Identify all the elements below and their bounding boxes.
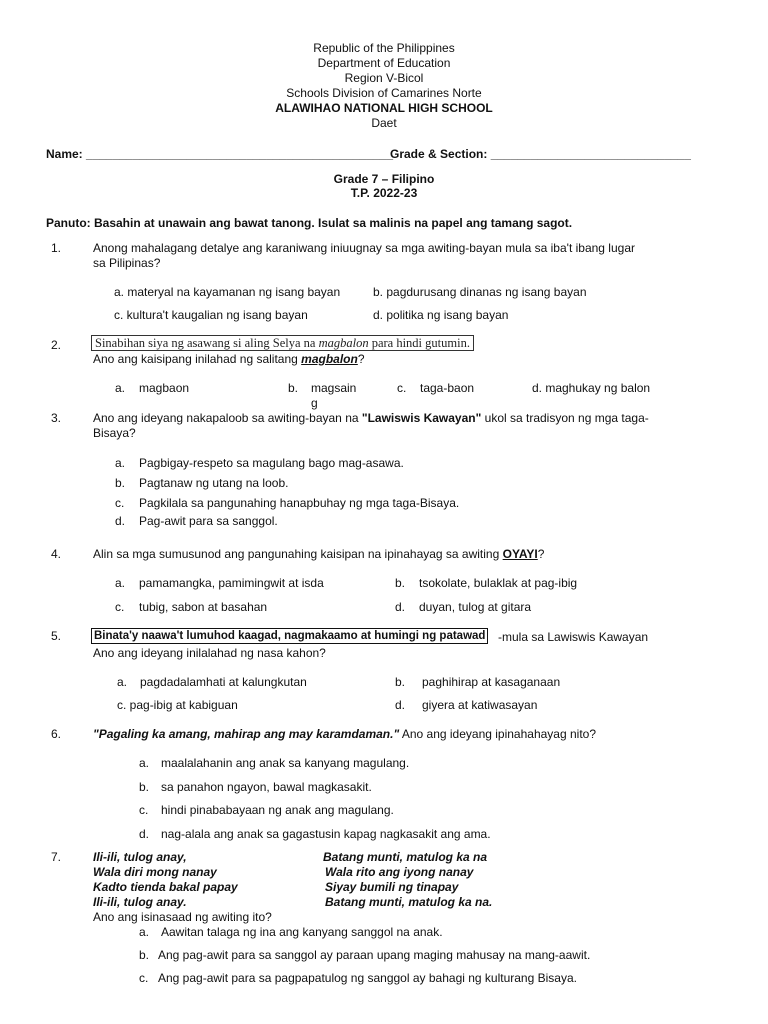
- header-town: Daet: [371, 116, 397, 130]
- q3-option-d: Pag-awit para sa sanggol.: [139, 514, 278, 528]
- q3-number: 3.: [51, 411, 62, 425]
- q4-option-d: duyan, tulog at gitara: [419, 600, 532, 614]
- q6-option-a: maalalahanin ang anak sa kanyang magulang.: [161, 756, 410, 770]
- q2-passage-pre: Sinabihan siya ng asawang si aling Selya na: [95, 336, 319, 350]
- q3-option-a: Pagbigay-respeto sa magulang bago mag-asawa.: [139, 456, 404, 470]
- q7-lyric-right-1: Batang munti, matulog ka na: [323, 850, 488, 864]
- q5-passage-box: Binata'y naawa't lumuhod kaagad, nagmakaamo at humingi ng patawad: [91, 628, 488, 644]
- q4-question-pre: Alin sa mga sumusunod ang pangunahing kaisipan na ipinahayag sa awiting: [93, 547, 503, 561]
- q4-question: [93, 547, 544, 561]
- q4-option-b: tsokolate, bulaklak at pag-ibig: [419, 576, 578, 590]
- q7-number: 7.: [51, 850, 62, 864]
- q5-option-d: giyera at katiwasayan: [422, 698, 538, 712]
- q4-question-post: ?: [537, 547, 545, 561]
- q5-option-a-letter: a.: [117, 675, 128, 689]
- q3-option-b: Pagtanaw ng utang na loob.: [139, 476, 289, 490]
- q7-lyric-left-2: Wala diri mong nanay: [93, 865, 217, 879]
- q5-option-c: c. pag-ibig at kabiguan: [117, 698, 238, 712]
- q2-question: [93, 352, 365, 366]
- q6-option-c: hindi pinababayaan ng anak ang magulang.: [161, 803, 394, 817]
- q7-lyric-right-4: Batang munti, matulog ka na.: [325, 895, 493, 909]
- q2-passage-word: magbalon: [318, 336, 369, 350]
- q2-passage-post: para hindi gutumin.: [368, 336, 470, 350]
- q2-question-post: ?: [357, 352, 365, 366]
- name-blank: ______________________________________________: [86, 147, 394, 161]
- header-division: Schools Division of Camarines Norte: [286, 86, 482, 100]
- q3-question-post: ukol sa tradisyon ng mga taga-: [481, 411, 649, 425]
- q7-option-c-letter: c.: [139, 971, 149, 985]
- q2-question-word: magbalon: [301, 352, 358, 366]
- grade-section-label: Grade & Section:: [390, 147, 491, 161]
- q7-option-b: Ang pag-awit para sa sanggol ay paraan upang maging mahusay na mang-aawit.: [158, 948, 591, 962]
- q2-option-c: taga-baon: [420, 381, 475, 395]
- q4-song-word: OYAYI: [502, 547, 538, 561]
- q7-option-b-letter: b.: [139, 948, 150, 962]
- q3-option-c: Pagkilala sa pangunahing hanapbuhay ng mga taga-Bisaya.: [139, 496, 460, 510]
- header-school: ALAWIHAO NATIONAL HIGH SCHOOL: [275, 101, 493, 115]
- q5-option-b-letter: b.: [395, 675, 406, 689]
- subject-year: T.P. 2022-23: [350, 186, 418, 200]
- q4-option-d-letter: d.: [395, 600, 406, 614]
- q6-question-post: Ano ang ideyang ipinahahayag nito?: [399, 727, 597, 741]
- q1-text-line1: Anong mahalagang detalye ang karaniwang iniuugnay sa mga awiting-bayan mula sa iba't ibang lugar: [93, 241, 635, 255]
- q7-lyric-left-4: Ili-ili, tulog anay.: [93, 895, 187, 909]
- q2-option-b: magsain: [311, 381, 357, 395]
- subject-grade: Grade 7 – Filipino: [333, 172, 435, 186]
- q1-option-d: d. politika ng isang bayan: [373, 308, 509, 322]
- header-region: Region V-Bicol: [344, 71, 424, 85]
- q2-passage-box: [91, 335, 474, 351]
- q5-option-d-letter: d.: [395, 698, 406, 712]
- q4-option-b-letter: b.: [395, 576, 406, 590]
- q5-option-a: pagdadalamhati at kalungkutan: [140, 675, 307, 689]
- q7-lyric-right-2: Wala rito ang iyong nanay: [325, 865, 474, 879]
- q7-lyric-right-3: Siyay bumili ng tinapay: [325, 880, 459, 894]
- q2-option-a: magbaon: [139, 381, 190, 395]
- q2-option-a-letter: a.: [115, 381, 126, 395]
- q1-text-line2: sa Pilipinas?: [93, 256, 161, 270]
- q6-option-c-letter: c.: [139, 803, 149, 817]
- q6-question: [93, 727, 596, 741]
- q2-number: 2.: [51, 338, 62, 352]
- q3-song-title: "Lawiswis Kawayan": [361, 411, 482, 425]
- q2-option-b-wrap: g: [311, 396, 318, 410]
- q3-option-a-letter: a.: [115, 456, 126, 470]
- q2-question-pre: Ano ang kaisipang inilahad ng salitang: [93, 352, 302, 366]
- q6-option-b-letter: b.: [139, 780, 150, 794]
- q7-question: Ano ang isinasaad ng awiting ito?: [93, 910, 272, 924]
- q2-option-d: d. maghukay ng balon: [532, 381, 651, 395]
- instructions: Panuto: Basahin at unawain ang bawat tanong. Isulat sa malinis na papel ang tamang sagot.: [46, 216, 573, 230]
- q4-option-c: tubig, sabon at basahan: [139, 600, 268, 614]
- q6-number: 6.: [51, 727, 62, 741]
- q7-option-a-letter: a.: [139, 925, 150, 939]
- q4-option-a: pamamangka, pamimingwit at isda: [139, 576, 324, 590]
- header-department: Department of Education: [317, 56, 451, 70]
- q3-question-pre: Ano ang ideyang nakapaloob sa awiting-bayan na: [93, 411, 362, 425]
- q5-question: Ano ang ideyang inilalahad ng nasa kahon?: [93, 646, 326, 660]
- q2-option-c-letter: c.: [397, 381, 407, 395]
- q1-option-a: a. materyal na kayamanan ng isang bayan: [114, 285, 341, 299]
- grade-section-blank: ______________________________: [490, 147, 691, 161]
- q4-option-c-letter: c.: [115, 600, 125, 614]
- q7-lyric-left-1: Ili-ili, tulog anay,: [93, 850, 187, 864]
- q3-question-line1: [93, 411, 649, 425]
- q1-option-c: c. kultura't kaugalian ng isang bayan: [114, 308, 308, 322]
- q5-source: -mula sa Lawiswis Kawayan: [498, 630, 649, 644]
- q3-option-b-letter: b.: [115, 476, 126, 490]
- q6-quote: "Pagaling ka amang, mahirap ang may karamdaman.": [93, 727, 400, 741]
- q5-option-b: paghihirap at kasaganaan: [422, 675, 561, 689]
- q4-number: 4.: [51, 547, 62, 561]
- q7-option-c: Ang pag-awit para sa pagpapatulog ng sanggol ay bahagi ng kulturang Bisaya.: [158, 971, 577, 985]
- header-republic: Republic of the Philippines: [313, 41, 455, 55]
- q3-question-line2: Bisaya?: [93, 426, 136, 440]
- q2-option-b-letter: b.: [288, 381, 299, 395]
- q3-option-c-letter: c.: [115, 496, 125, 510]
- q6-option-d-letter: d.: [139, 827, 150, 841]
- name-field: [46, 147, 393, 161]
- q3-option-d-letter: d.: [115, 514, 126, 528]
- q6-option-b: sa panahon ngayon, bawal magkasakit.: [161, 780, 372, 794]
- q7-option-a: Aawitan talaga ng ina ang kanyang sanggol na anak.: [161, 925, 443, 939]
- q4-option-a-letter: a.: [115, 576, 126, 590]
- name-label: Name:: [46, 147, 87, 161]
- q1-number: 1.: [51, 241, 62, 255]
- grade-section-field: [390, 147, 691, 161]
- q7-lyric-left-3: Kadto tienda bakal papay: [93, 880, 238, 894]
- q6-option-d: nag-alala ang anak sa gagastusin kapag nagkasakit ang ama.: [161, 827, 491, 841]
- q6-option-a-letter: a.: [139, 756, 150, 770]
- q5-number: 5.: [51, 629, 62, 643]
- q1-option-b: b. pagdurusang dinanas ng isang bayan: [373, 285, 587, 299]
